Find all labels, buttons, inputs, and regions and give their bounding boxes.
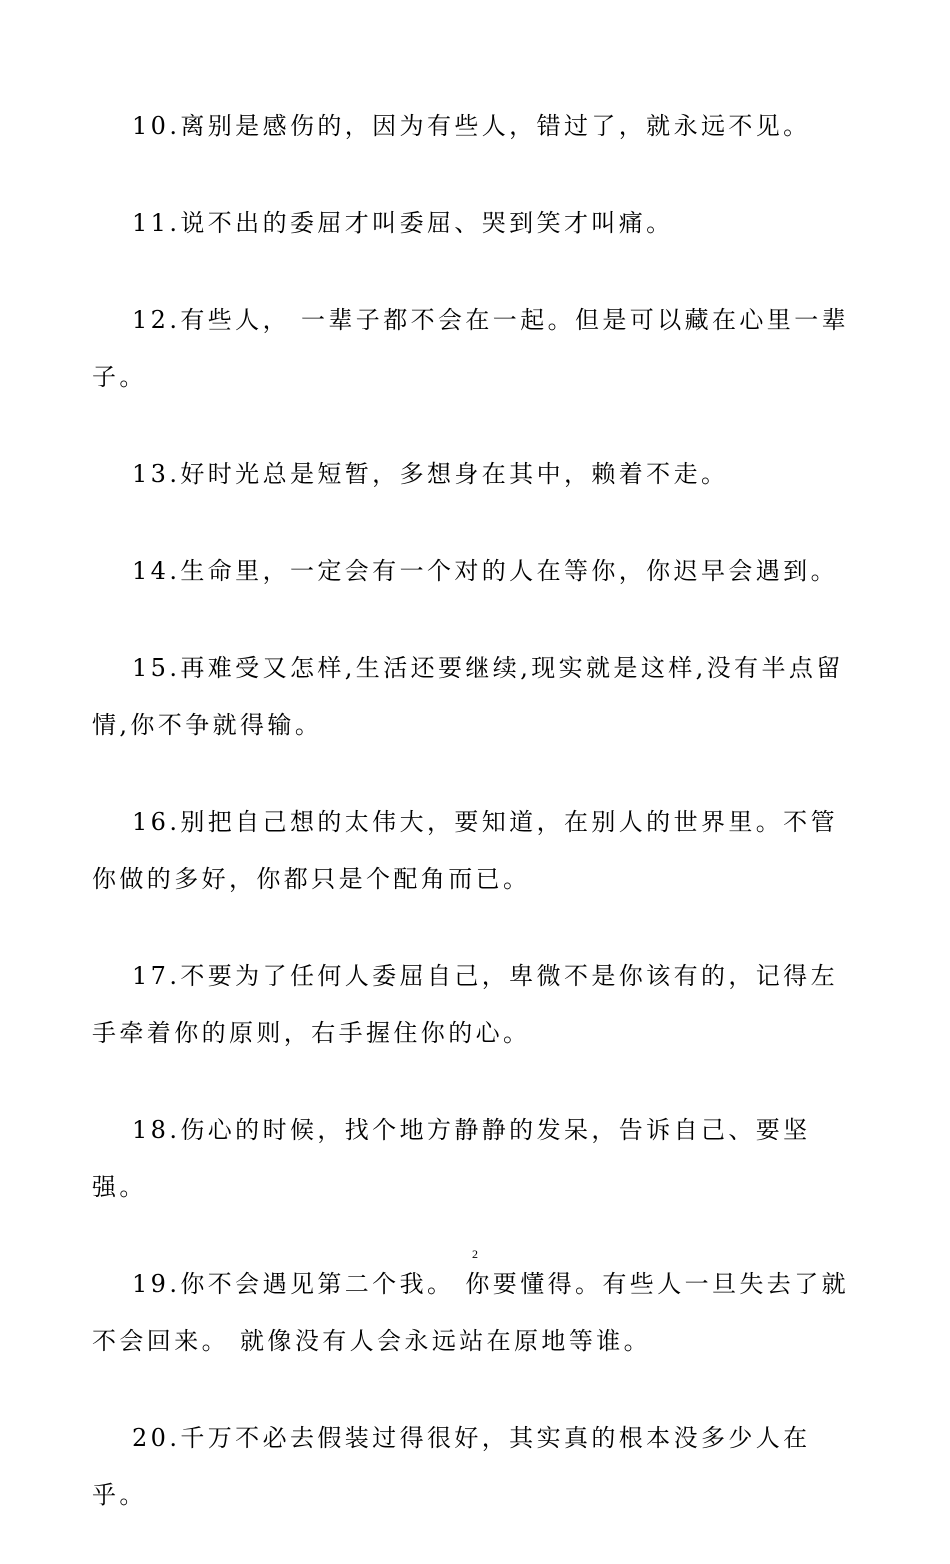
list-item: 16.别把自己想的太伟大，要知道，在别人的世界里。不管你做的多好，你都只是个配角而已。 (92, 808, 838, 893)
quote-list (92, 98, 860, 1564)
list-item: 19.你不会遇见第二个我。 你要懂得。有些人一旦失去了就不会回来。 就像没有人会永远站在原地等谁。 (92, 1270, 849, 1355)
list-item: 15.再难受又怎样,生活还要继续,现实就是这样,没有半点留情,你不争就得输。 (92, 654, 844, 739)
list-item: 13.好时光总是短暂，多想身在其中，赖着不走。 (132, 460, 729, 488)
list-item: 12.有些人， 一辈子都不会在一起。但是可以藏在心里一辈子。 (92, 306, 849, 391)
list-item: 18.伤心的时候，找个地方静静的发呆，告诉自己、要坚强。 (92, 1116, 811, 1201)
page-number: 2 (472, 1247, 478, 1261)
list-item: 10.离别是感伤的，因为有些人，错过了，就永远不见。 (132, 112, 811, 140)
list-item: 14.生命里，一定会有一个对的人在等你，你迟早会遇到。 (132, 557, 838, 585)
list-item: 17.不要为了任何人委屈自己，卑微不是你该有的，记得左手牵着你的原则，右手握住你的心。 (92, 962, 838, 1047)
list-item: 11.说不出的委屈才叫委屈、哭到笑才叫痛。 (132, 209, 674, 237)
list-item: 20.千万不必去假装过得很好，其实真的根本没多少人在乎。 (92, 1424, 811, 1509)
